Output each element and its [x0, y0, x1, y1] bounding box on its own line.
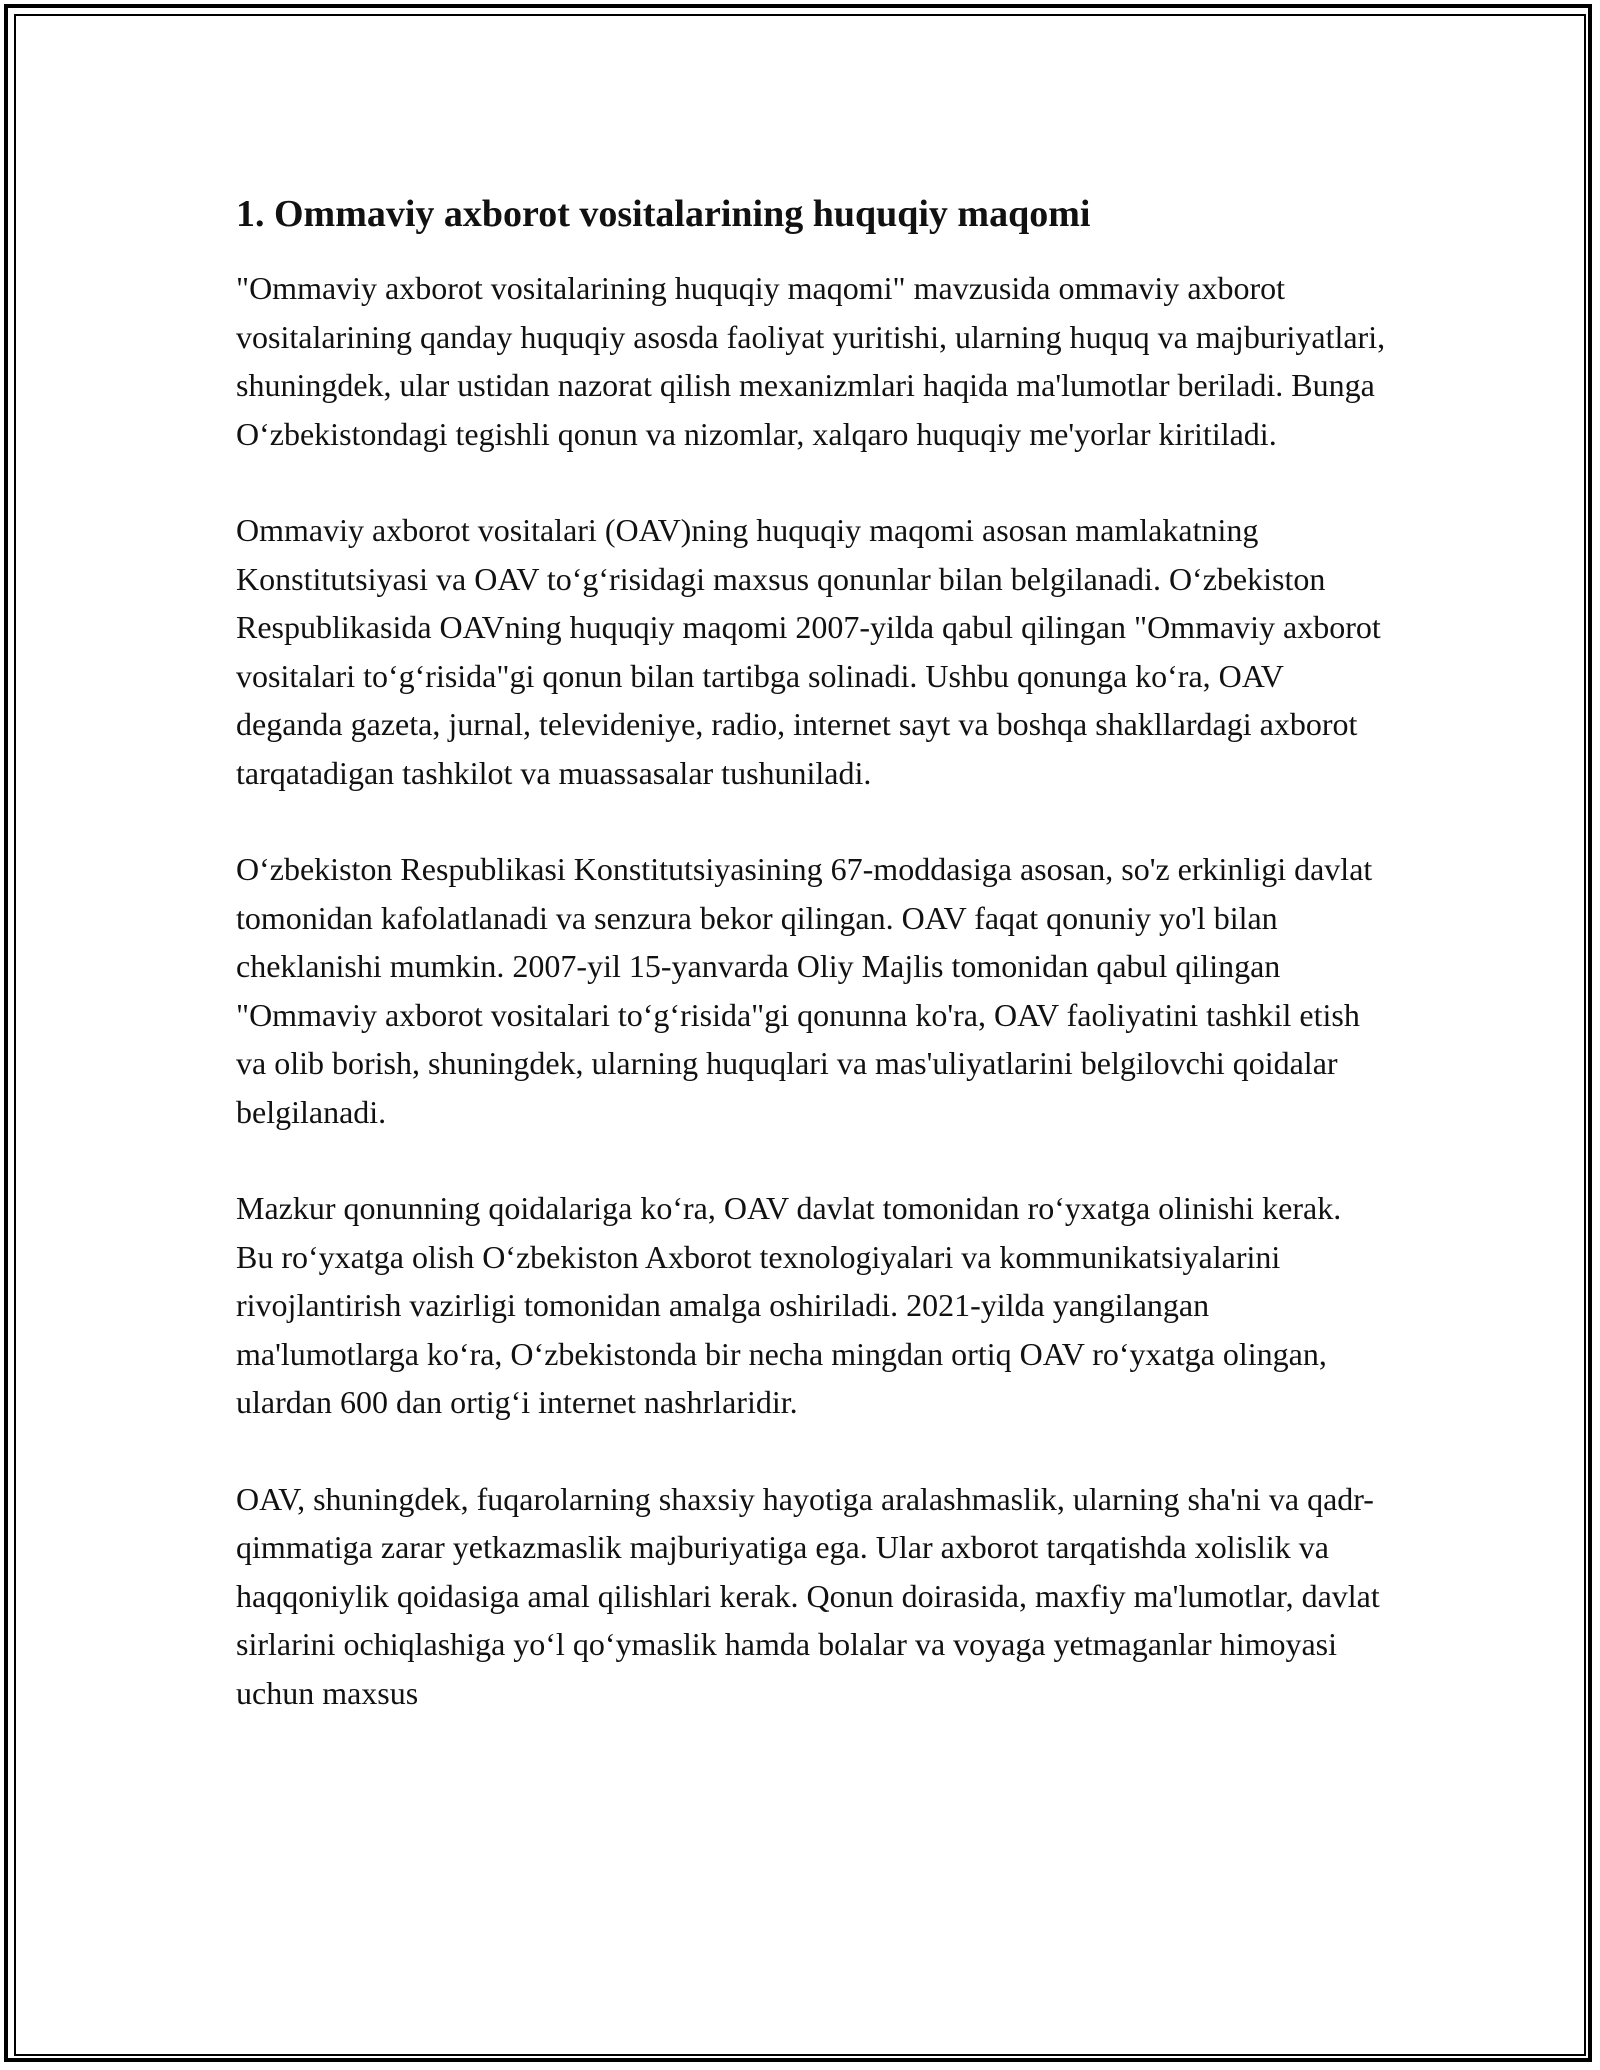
- paragraph-4: Mazkur qonunning qoidalariga koʻra, OAV davlat tomonidan roʻyxatga olinishi kerak. Bu roʻyxatga olish Oʻzbekiston Axborot texnologiyalari va kommunikatsiyalarini rivojlantirish vazirligi tomonidan amalga oshiriladi. 2021-yilda yangilangan ma'lumotlarga koʻra, Oʻzbekistonda bir necha mingdan ortiq OAV roʻyxatga olingan, ulardan 600 dan ortigʻi internet nashrlaridir.: [236, 1190, 1342, 1420]
- paragraph-1: "Ommaviy axborot vositalarining huquqiy maqomi" mavzusida ommaviy axborot vositalarining qanday huquqiy asosda faoliyat yuritishi, ularning huquq va majburiyatlari, shuningdek, ular ustidan nazorat qilish mexanizmlari haqida ma'lumotlar beriladi. Bunga Oʻzbekistondagi tegishli qonun va nizomlar, xalqaro huquqiy me'yorlar kiritiladi.: [236, 270, 1386, 452]
- paragraph-2: Ommaviy axborot vositalari (OAV)ning huquqiy maqomi asosan mamlakatning Konstitutsiyasi va OAV toʻgʻrisidagi maxsus qonunlar bilan belgilanadi. Oʻzbekiston Respublikasida OAVning huquqiy maqomi 2007-yilda qabul qilingan "Ommaviy axborot vositalari toʻgʻrisida"gi qonun bilan tartibga solinadi. Ushbu qonunga koʻra, OAV deganda gazeta, jurnal, televideniye, radio, internet sayt va boshqa shakllardagi axborot tarqatadigan tashkilot va muassasalar tushuniladi.: [236, 512, 1381, 791]
- section-heading: 1. Ommaviy axborot vositalarining huquqiy maqomi: [236, 193, 1091, 235]
- paragraph-5: OAV, shuningdek, fuqarolarning shaxsiy hayotiga aralashmaslik, ularning sha'ni va qadr-qimmatiga zarar yetkazmaslik majburiyatiga ega. Ular axborot tarqatishda xolislik va haqqoniylik qoidasiga amal qilishlari kerak. Qonun doirasida, maxfiy ma'lumotlar, davlat sirlarini ochiqlashiga yoʻl qoʻymaslik hamda bolalar va voyaga yetmaganlar himoyasi uchun maxsus: [236, 1480, 1380, 1711]
- document-body: [236, 186, 1386, 1717]
- paragraph-3: Oʻzbekiston Respublikasi Konstitutsiyasining 67-moddasiga asosan, so'z erkinligi davlat tomonidan kafolatlanadi va senzura bekor qilingan. OAV faqat qonuniy yo'l bilan cheklanishi mumkin. 2007-yil 15-yanvarda Oliy Majlis tomonidan qabul qilingan "Ommaviy axborot vositalari toʻgʻrisida"gi qonunna ko'ra, OAV faoliyatini tashkil etish va olib borish, shuningdek, ularning huquqlari va mas'uliyatlarini belgilovchi qoidalar belgilanadi.: [236, 851, 1373, 1130]
